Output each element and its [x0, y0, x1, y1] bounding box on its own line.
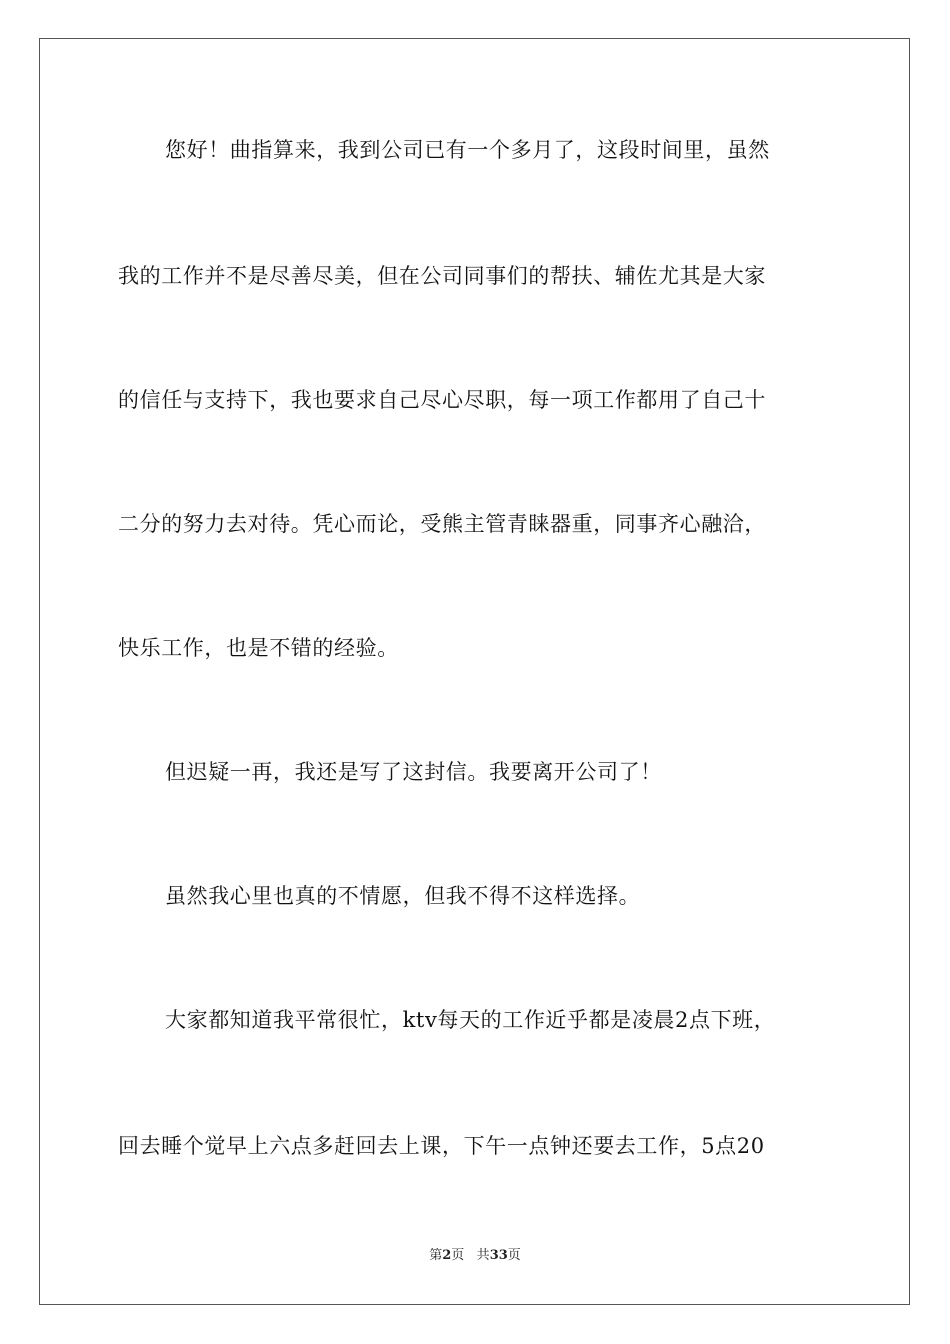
total-pages: 33	[489, 1248, 508, 1263]
paragraph-line: 回去睡个觉早上六点多赶回去上课，下午一点钟还要去工作，5点20	[118, 1134, 765, 1158]
page-suffix: 页	[451, 1248, 465, 1263]
paragraph-line: 的信任与支持下，我也要求自己尽心尽职，每一项工作都用了自己十	[118, 388, 766, 412]
page-border	[39, 38, 910, 1305]
total-prefix: 共	[476, 1248, 490, 1263]
paragraph-line: 二分的努力去对待。凭心而论，受熊主管青睐器重，同事齐心融洽，	[118, 512, 766, 536]
paragraph-line: 我的工作并不是尽善尽美，但在公司同事们的帮扶、辅佐尤其是大家	[118, 264, 766, 288]
paragraph-line: 大家都知道我平常很忙，ktv每天的工作近乎都是凌晨2点下班，	[165, 1008, 776, 1032]
page-prefix: 第	[429, 1248, 443, 1263]
total-suffix: 页	[507, 1248, 521, 1263]
paragraph-line: 您好！曲指算来，我到公司已有一个多月了，这段时间里，虽然	[165, 138, 770, 162]
paragraph-line: 快乐工作，也是不错的经验。	[118, 636, 399, 660]
page-number: 2	[442, 1248, 452, 1263]
page-footer	[0, 1247, 950, 1265]
paragraph-line: 但迟疑一再，我还是写了这封信。我要离开公司了！	[165, 760, 662, 784]
paragraph-line: 虽然我心里也真的不情愿，但我不得不这样选择。	[165, 884, 641, 908]
